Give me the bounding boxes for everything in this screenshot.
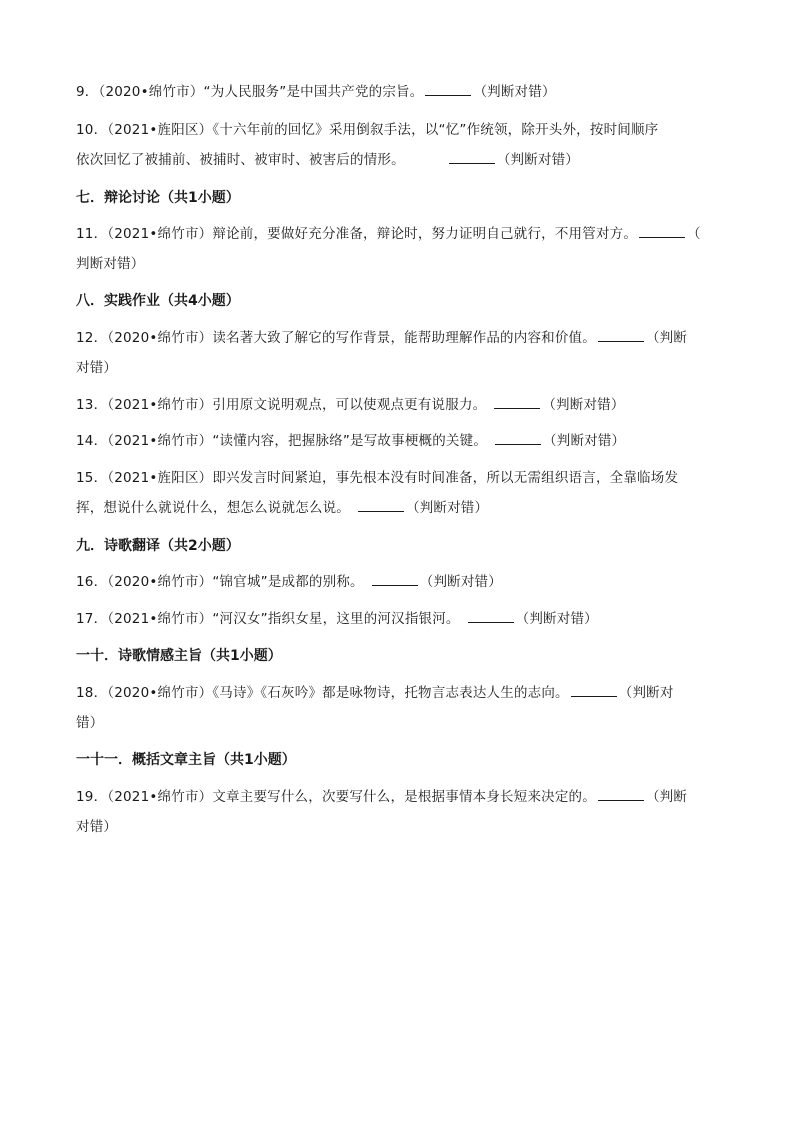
question-15-line-2 [76,499,488,517]
question-suffix: （判断对错） [419,574,502,590]
question-text: 14．（2021•绵竹市）“读懂内容，把握脉络”是写故事梗概的关键。 [76,433,488,449]
question-text: 17．（2021•绵竹市）“河汉女”指织女星，这里的河汉指银河。 [76,611,460,627]
question-text: 挥，想说什么就说什么，想怎么说就怎么说。 [76,500,350,516]
question-suffix: （判断对错） [496,152,580,168]
question-suffix: 错） [76,715,104,731]
answer-blank[interactable] [372,573,418,586]
answer-blank[interactable] [494,396,540,409]
question-11-line-2 [76,255,145,273]
answer-blank[interactable] [639,225,685,238]
question-text: 13．（2021•绵竹市）引用原文说明观点，可以使观点更有说服力。 [76,397,487,413]
answer-blank[interactable] [571,684,617,697]
question-11-line-1 [76,225,701,243]
answer-blank[interactable] [425,83,471,96]
question-text: 9．（2020•绵竹市）“为人民服务”是中国共产党的宗旨。 [76,84,424,100]
section-7-heading: 七．辩论讨论（共1小题） [76,190,240,206]
question-suffix: （判断对 [618,685,674,701]
question-19-line-2 [76,818,117,836]
question-text: 依次回忆了被捕前、被捕时、被审时、被害后的情形。 [76,152,405,168]
question-16 [76,573,502,591]
answer-blank[interactable] [468,610,514,623]
question-10-line-2 [76,151,579,169]
question-12-line-2 [76,359,117,377]
question-17 [76,610,598,628]
answer-blank[interactable] [495,432,541,445]
answer-blank[interactable] [598,329,644,342]
question-18-line-2 [76,714,103,732]
question-13 [76,396,625,414]
question-suffix: （判断对错） [542,397,625,413]
section-9-heading: 九．诗歌翻译（共2小题） [76,538,240,554]
answer-blank[interactable] [449,151,495,164]
question-suffix: （判断对错） [406,500,489,516]
question-14 [76,432,625,450]
question-suffix: （判断 [645,789,688,805]
question-suffix: （判断 [645,330,688,346]
question-text: 18．（2020•绵竹市）《马诗》《石灰吟》都是咏物诗，托物言志表达人生的志向。 [76,685,569,701]
answer-blank[interactable] [598,788,644,801]
section-8-heading: 八．实践作业（共4小题） [76,293,240,309]
question-suffix: （判断对错） [543,433,626,449]
question-9 [76,83,556,101]
question-suffix: （判断对错） [473,84,556,100]
section-10-heading: 一十．诗歌情感主旨（共1小题） [76,648,282,664]
question-text: 12．（2020•绵竹市）读名著大致了解它的写作背景，能帮助理解作品的内容和价值。 [76,330,596,346]
question-10-line-1 [76,121,658,139]
question-19-line-1 [76,788,687,806]
question-suffix: 对错） [76,360,118,376]
question-18-line-1 [76,684,674,702]
question-suffix: 判断对错） [76,256,145,272]
question-text: 15．（2021•旌阳区）即兴发言时间紧迫，事先根本没有时间准备，所以无需组织语言，全靠临场发 [76,470,679,486]
section-11-heading: 一十一．概括文章主旨（共1小题） [76,752,296,768]
question-15-line-1 [76,469,678,487]
question-suffix: （ [687,226,701,242]
question-suffix: 对错） [76,819,118,835]
question-12-line-1 [76,329,687,347]
answer-blank[interactable] [358,499,404,512]
question-text: 19．（2021•绵竹市）文章主要写什么，次要写什么，是根据事情本身长短来决定的。 [76,789,596,805]
question-text: 11．（2021•绵竹市）辩论前，要做好充分准备，辩论时，努力证明自己就行，不用管对方。 [76,226,638,242]
question-text: 16．（2020•绵竹市）“锦官城”是成都的别称。 [76,574,364,590]
question-suffix: （判断对错） [515,611,598,627]
question-text: 10．（2021•旌阳区）《十六年前的回忆》采用倒叙手法，以“忆”作统领，除开头外，按时间顺序 [76,122,659,138]
